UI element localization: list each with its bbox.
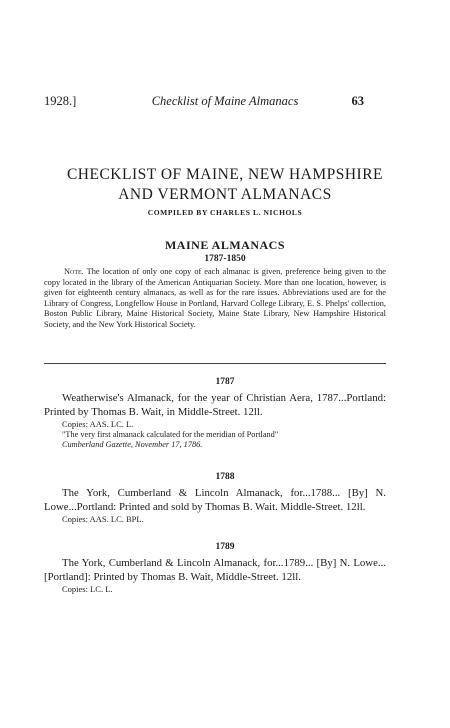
entry-description: The York, Cumberland & Lincoln Almanack, for...1788... [By] N. Lowe...Portland: Printed and sold by Thomas B. Wait. Middle-Street. 12ll. <box>44 487 386 513</box>
running-head-year: 1928.] <box>44 94 77 108</box>
running-head-title: Checklist of Maine Almanacs <box>151 94 299 108</box>
compiler-credit: COMPILED BY CHARLES L. NICHOLS <box>147 208 303 217</box>
year-heading-1789: 1789 <box>215 542 235 552</box>
article-title-line-2: AND VERMONT ALMANACS <box>118 186 332 203</box>
almanac-entry-1788 <box>44 487 386 525</box>
note-label: Note. <box>64 267 84 276</box>
entry-copies: Copies: AAS. LC. BPL. <box>62 514 144 524</box>
article-title-line-1: CHECKLIST OF MAINE, NEW HAMPSHIRE <box>66 166 384 183</box>
entry-copies: Copies: LC. L. <box>62 584 113 594</box>
section-title: MAINE ALMANACS <box>164 238 285 252</box>
entry-description: The York, Cumberland & Lincoln Almanack, for...1789... [By] N. Lowe...[Portland]: Printed by Thomas B. Wait, Middle-Street. 12ll. <box>44 557 386 583</box>
entry-source: Cumberland Gazette, November 17, 1786. <box>62 440 203 450</box>
almanac-entry-1789 <box>44 557 386 595</box>
page-number: 63 <box>351 94 364 108</box>
almanac-entry-1787 <box>44 392 386 451</box>
entry-quote: "The very first almanack calculated for the meridian of Portland" <box>62 430 279 439</box>
entry-copies: Copies: AAS. LC. L. <box>62 419 134 429</box>
section-date-range: 1787-1850 <box>204 254 246 264</box>
year-heading-1787: 1787 <box>215 377 235 387</box>
entry-description: Weatherwise's Almanack, for the year of Christian Aera, 1787...Portland: Printed by Thomas B. Wait, in Middle-Street. 12ll. <box>44 392 386 418</box>
prefatory-note <box>44 267 386 331</box>
article-title <box>40 165 410 205</box>
note-text: The location of only one copy of each almanac is given, preference being given to the copy located in the library of the American Antiquarian Society. More than one location, however, is given for eighteenth century almanacs, as well as for the rare issues. Abbreviations used are for the Library of Congress, Longfellow House in Portland, Harvard College Library, E. S. Phelps' collection, Boston Public Library, Maine Historical Society, Maine State Library, New Hampshire Historical Society, and the New York Historical Society. <box>44 267 386 329</box>
year-heading-1788: 1788 <box>215 472 235 482</box>
section-divider <box>44 363 386 364</box>
running-head <box>0 94 450 110</box>
